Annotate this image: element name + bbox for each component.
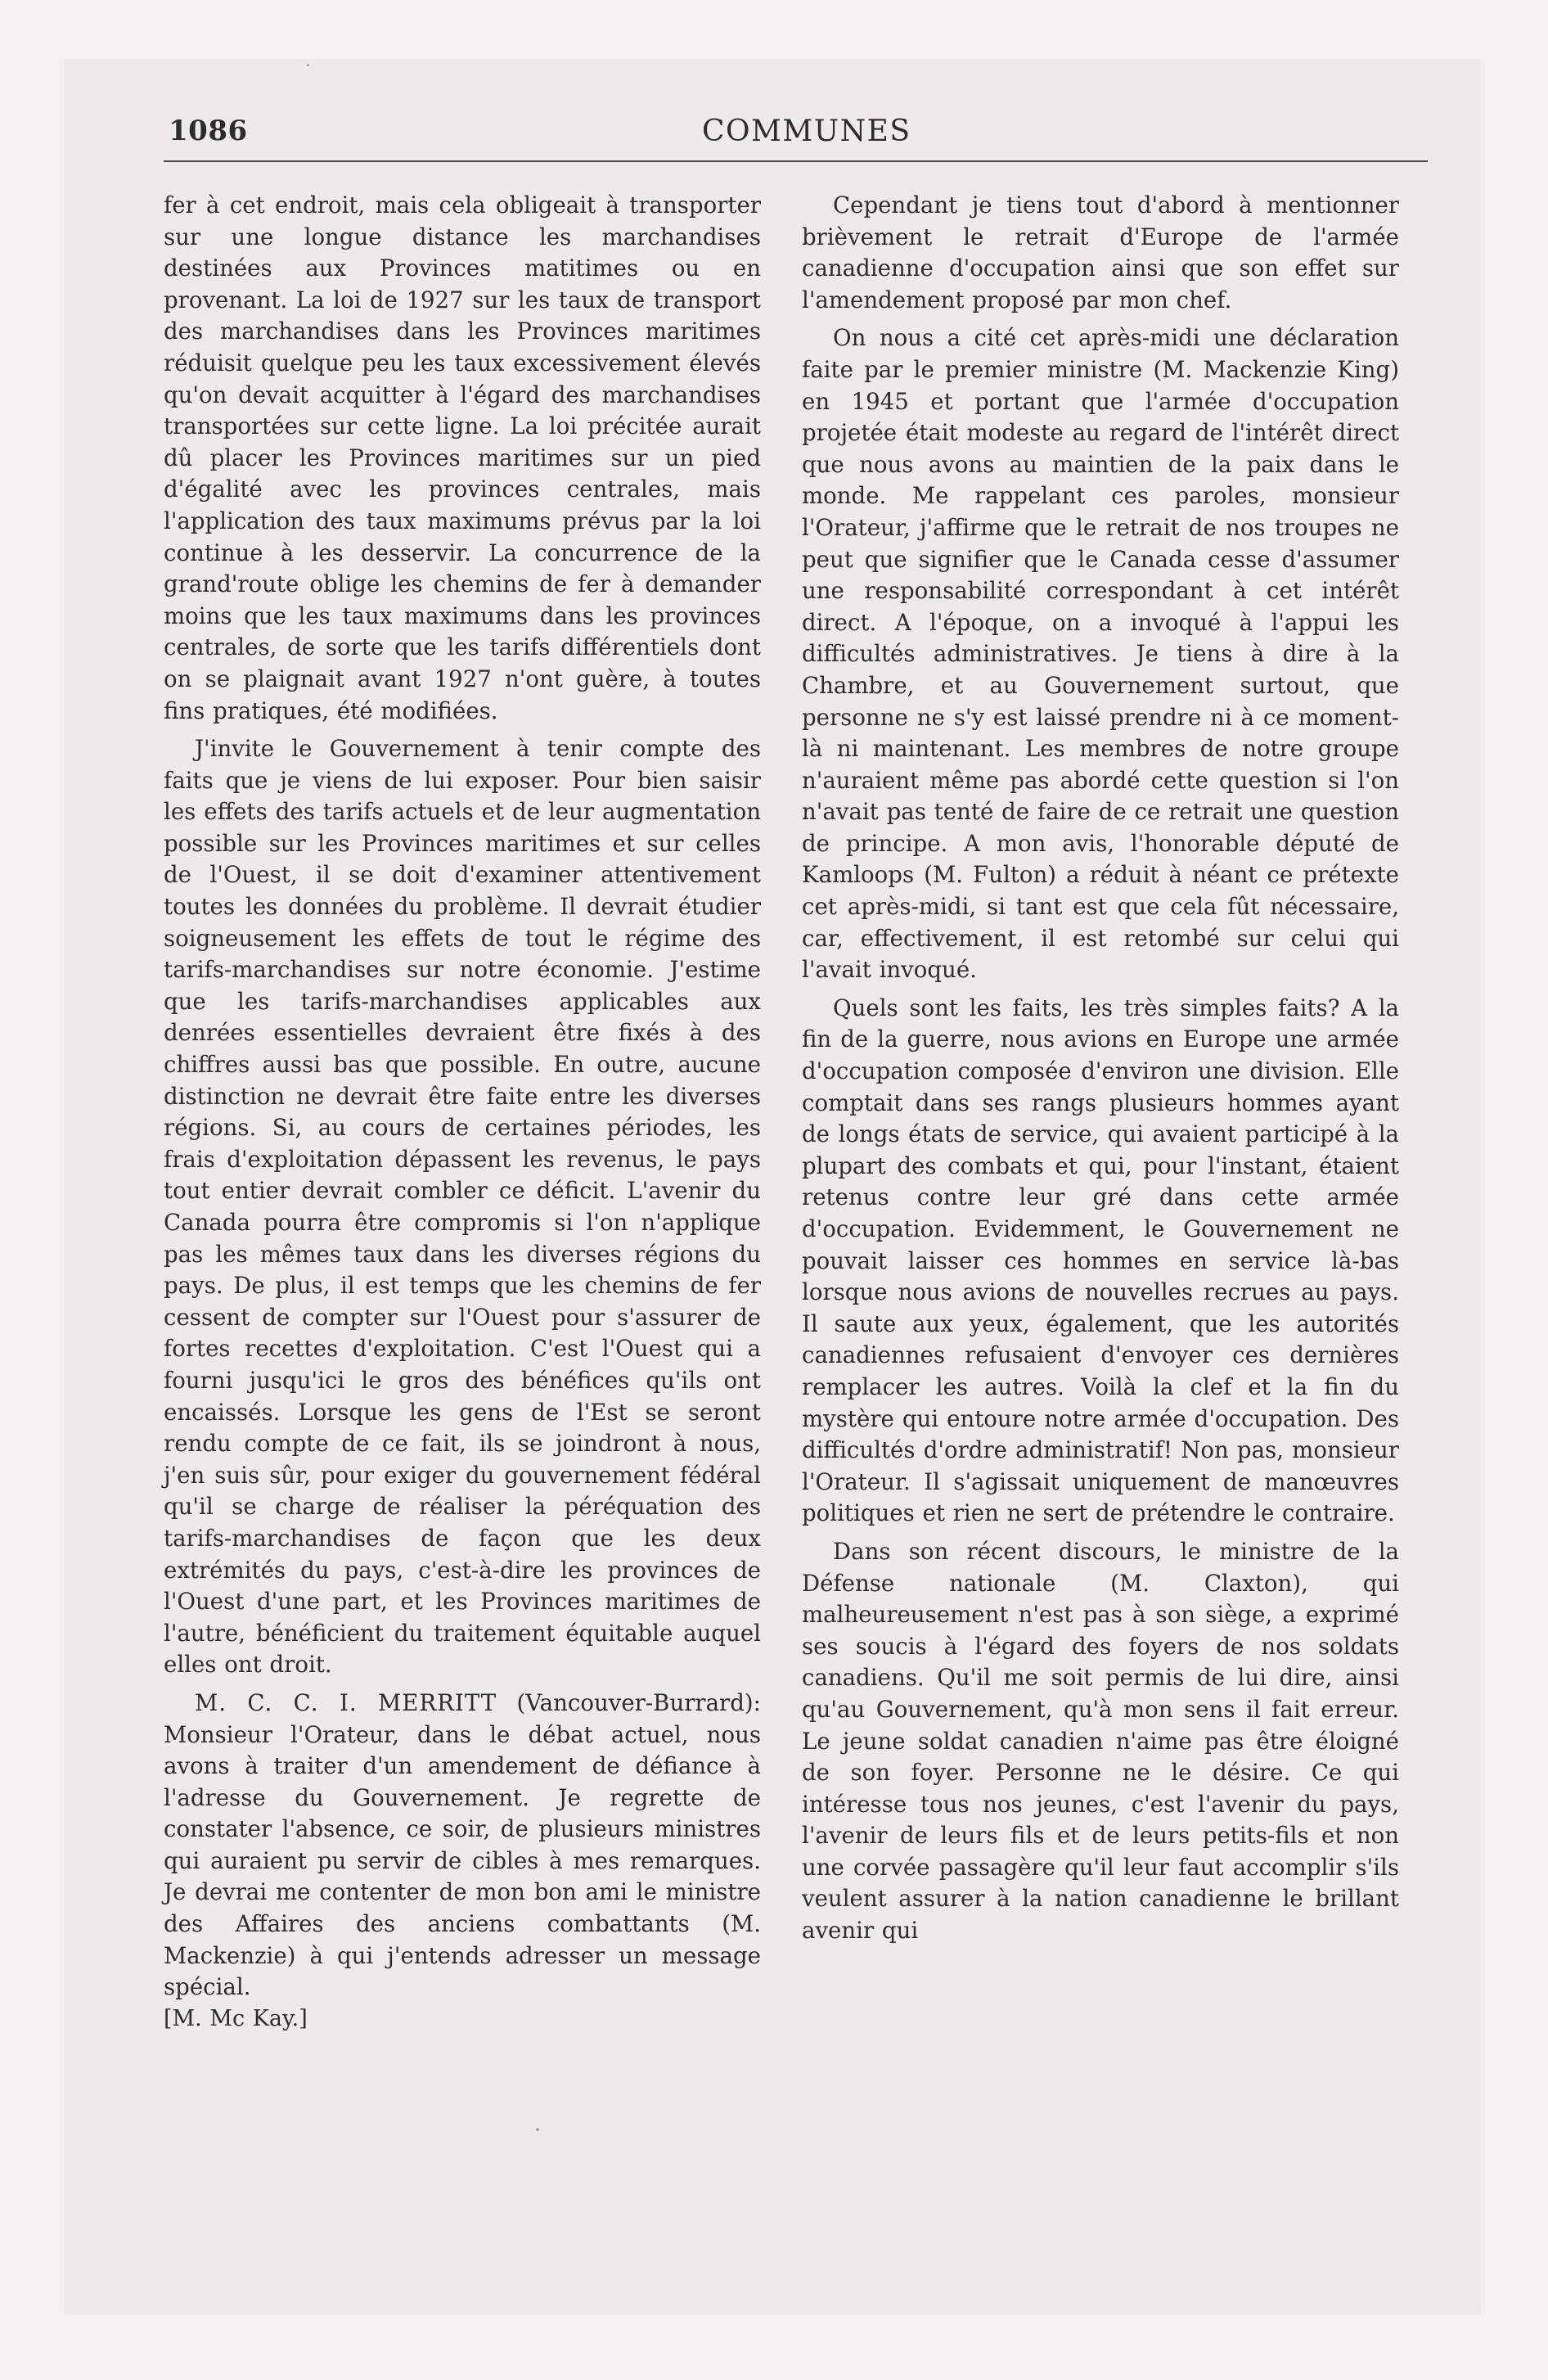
running-head: COMMUNES [702,115,911,148]
right-paragraph-1: Cependant je tiens tout d'abord à mentionner brièvement le retrait d'Europe de l'armée canadienne d'occupation ainsi que son effet sur l'amendement proposé par mon chef. [802,192,1399,313]
right-paragraph-3: Quels sont les faits, les très simples faits? A la fin de la guerre, nous avions en Europe une armée d'occupation composée d'environ une division. Elle comptait dans ses rangs plusieurs hommes ayant de longs états de service, qui avaient participé à la plupart des combats et qui, pour l'instant, étaient retenus contre leur gré dans cette armée d'occupation. Evidemment, le Gouvernement ne pouvait laisser ces hommes en service là-bas lorsque nous avions de nouvelles recrues au pays. Il saute aux yeux, également, que les autorités canadiennes refusaient d'envoyer ces dernières remplacer les autres. Voilà la clef et la fin du mystère qui entoure notre armée d'occupation. Des difficultés d'ordre administratif! Non pas, monsieur l'Orateur. Il s'agissait uniquement de manœuvres politiques et rien ne sert de prétendre le contraire. [802,994,1399,1527]
page-header [105,115,1430,160]
scan-speck [307,64,309,66]
right-paragraph-2: On nous a cité cet après-midi une déclaration faite par le premier ministre (M. Mackenzie King) en 1945 et portant que l'armée d'occupation projetée était modeste au regard de l'intérêt direct que nous avons au maintien de la paix dans le monde. Me rappelant ces paroles, monsieur l'Orateur, j'affirme que le retrait de nos troupes ne peut que signifier que le Canada cesse d'assumer une responsabilité correspondant à cet intérêt direct. A l'époque, on a invoqué à l'appui les difficultés administratives. Je tiens à dire à la Chambre, et au Gouvernement surtout, que personne ne s'y est laissé prendre ni à ce moment-là ni maintenant. Les membres de notre groupe n'auraient même pas abordé cette question si l'on n'avait pas tenté de faire de ce retrait une question de principe. A mon avis, l'honorable député de Kamloops (M. Fulton) a réduit à néant ce prétexte cet après-midi, si tant est que cela fût nécessaire, car, effectivement, il est retombé sur celui qui l'avait invoqué. [802,324,1399,984]
speaker-name: M. C. C. I. MERRITT [195,1688,497,1716]
speaker-signature: [M. Mc Kay.] [164,2005,308,2031]
scan-speck [536,2128,539,2131]
left-paragraph-2: J'invite le Gouvernement à tenir compte des faits que je viens de lui exposer. Pour bien saisir les effets des tarifs actuels et de leur augmentation possible sur les Provinces maritimes et sur celles de l'Ouest, il se doit d'examiner attentivement toutes les données du problème. Il devrait étudier soigneusement les effets de tout le régime des tarifs-marchandises sur notre économie. J'estime que les tarifs-marchandises applicables aux denrées essentielles devraient être fixés à des chiffres aussi bas que possible. En outre, aucune distinction ne devrait être faite entre les diverses régions. Si, au cours de certaines périodes, les frais d'exploitation dépassent les revenus, le pays tout entier devrait combler ce déficit. L'avenir du Canada pourra être compromis si l'on n'applique pas les mêmes taux dans les diverses régions du pays. De plus, il est temps que les chemins de fer cessent de compter sur l'Ouest pour s'assurer de fortes recettes d'exploitation. C'est l'Ouest qui a fourni jusqu'ici le gros des bénéfices qu'ils ont encaissés. Lorsque les gens de l'Est se seront rendu compte de ce fait, ils se joindront à nous, j'en suis sûr, pour exiger du gouvernement fédéral qu'il se charge de réaliser la péréquation des tarifs-marchandises de façon que les deux extrémités du pays, c'est-à-dire les provinces de l'Ouest d'une part, et les Provinces maritimes de l'autre, bénéficient du traitement équitable auquel elles ont droit. [164,735,761,1679]
left-paragraph-1: fer à cet endroit, mais cela obligeait à transporter sur une longue distance les marchandises destinées aux Provinces matitimes ou en provenant. La loi de 1927 sur les taux de transport des marchandises dans les Provinces maritimes réduisit quelque peu les taux excessivement élevés qu'on devait acquitter à l'égard des marchandises transportées sur cette ligne. La loi précitée aurait dû placer les Provinces maritimes sur un pied d'égalité avec les provinces centrales, mais l'application des taux maximums prévus par la loi continue à les desservir. La concurrence de la grand'route oblige les chemins de fer à demander moins que les taux maximums dans les provinces centrales, de sorte que les tarifs différentiels dont on se plaignait avant 1927 n'ont guère, à toutes fins pratiques, été modifiées. [164,192,761,724]
speaker-text: (Vancouver-Burrard): Monsieur l'Orateur, dans le débat actuel, nous avons à traiter d'un amendement de défiance à l'adresse du Gouvernement. Je regrette de constater l'absence, ce soir, de plusieurs ministres qui auraient pu servir de cibles à mes remarques. Je devrai me contenter de mon bon ami le ministre des Affaires des anciens combattants (M. Mackenzie) à qui j'entends adresser un message spécial. [164,1688,761,2001]
speaker-paragraph [164,1688,761,2004]
right-paragraph-4: Dans son récent discours, le ministre de la Défense nationale (M. Claxton), qui malheureusement n'est pas à son siège, a exprimé ses soucis à l'égard des foyers de nos soldats canadiens. Qu'il me soit permis de lui dire, ainsi qu'au Gouvernement, qu'à mon sens il fait erreur. Le jeune soldat canadien n'aime pas être éloigné de son foyer. Personne ne le désire. Ce qui intéresse tous nos jeunes, c'est l'avenir du pays, l'avenir de leurs fils et de leurs petits-fils et non une corvée passagère qu'il leur faut accomplir s'ils veulent assurer à la nation canadienne le brillant avenir qui [802,1537,1399,1945]
right-column [802,190,1399,1947]
page-number: 1086 [169,115,248,147]
header-rule [164,160,1428,162]
left-column [164,190,761,2035]
